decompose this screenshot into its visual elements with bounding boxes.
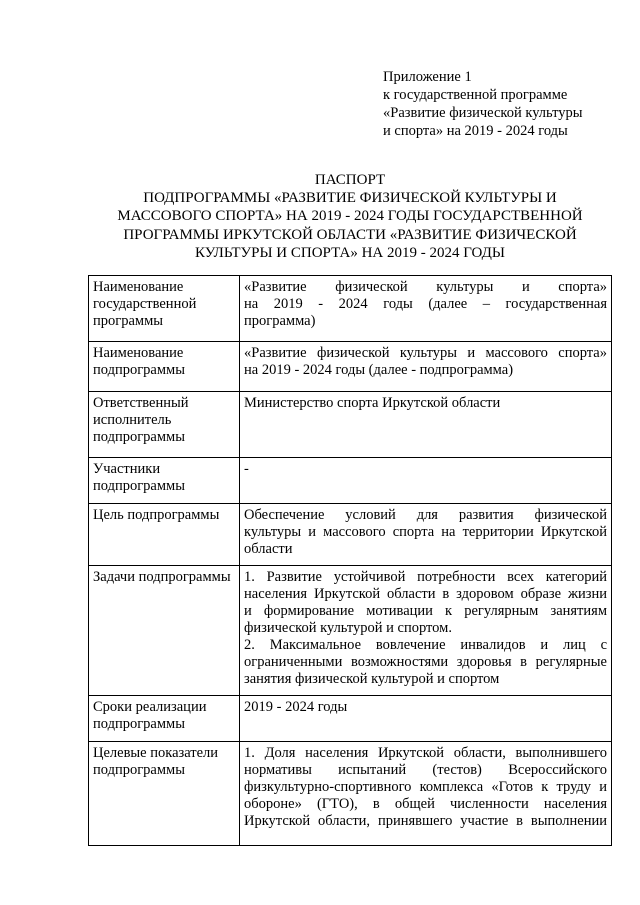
table-row	[89, 566, 612, 696]
label-line: Задачи подпрограммы	[93, 569, 231, 585]
table-row	[89, 696, 612, 742]
value-line: на 2019 - 2024 годы (далее - подпрограмма)	[244, 362, 514, 378]
label-line: Наименование	[93, 279, 184, 295]
value-line: «Развитие физической культуры и спорта»	[244, 279, 607, 295]
label-line: программы	[93, 313, 163, 329]
value-line: нормативы испытаний (тестов) Всероссийского	[244, 762, 607, 778]
table-row	[89, 504, 612, 566]
title-line: КУЛЬТУРЫ И СПОРТА» НА 2019 - 2024 ГОДЫ	[195, 244, 505, 261]
value-line: физической культурой и спортом.	[244, 620, 452, 636]
value-line: «Развитие физической культуры и массового спорта»	[244, 345, 607, 361]
label-line: государственной	[93, 296, 197, 312]
row-label-cell	[89, 742, 240, 846]
row-label-cell	[89, 458, 240, 504]
row-label-cell	[89, 566, 240, 696]
label-line: подпрограммы	[93, 478, 185, 494]
value-line: программа)	[244, 313, 316, 329]
label-line: Сроки реализации	[93, 699, 207, 715]
label-line: Цель подпрограммы	[93, 507, 220, 523]
table-row	[89, 342, 612, 392]
appendix-header	[383, 68, 623, 140]
value-line: занятия физической культурой и спортом	[244, 671, 500, 687]
value-line: ограниченными возможностями здоровья в регулярные	[244, 654, 607, 670]
label-line: подпрограммы	[93, 762, 185, 778]
appendix-line: и спорта» на 2019 - 2024 годы	[383, 123, 568, 139]
table-row	[89, 458, 612, 504]
value-line: 1. Развитие устойчивой потребности всех категорий	[244, 569, 607, 585]
row-value-cell	[240, 504, 612, 566]
label-line: Ответственный	[93, 395, 189, 411]
row-value-cell	[240, 342, 612, 392]
row-value-cell	[240, 458, 612, 504]
table-row	[89, 392, 612, 458]
row-value-cell	[240, 742, 612, 846]
label-line: Наименование	[93, 345, 184, 361]
value-line: 1. Доля населения Иркутской области, выполнившего	[244, 745, 607, 761]
passport-table	[88, 275, 612, 846]
row-label-cell	[89, 276, 240, 342]
value-line: Иркутской области, принявшего участие в выполнении	[244, 813, 607, 829]
value-line: и формирование мотивации к регулярным занятиям	[244, 603, 607, 619]
value-line: 2019 - 2024 годы	[244, 699, 348, 715]
appendix-line: к государственной программе	[383, 87, 568, 103]
value-line: обороне» (ГТО), в общей численности населения	[244, 796, 607, 812]
value-line: 2. Максимальное вовлечение инвалидов и лиц с	[244, 637, 607, 653]
value-line: культуры и массового спорта на территории Иркутской	[244, 524, 607, 540]
row-label-cell	[89, 504, 240, 566]
appendix-line: «Развитие физической культуры	[383, 105, 583, 121]
label-line: подпрограммы	[93, 429, 185, 445]
row-value-cell	[240, 566, 612, 696]
title-line: ПАСПОРТ	[314, 172, 386, 188]
passport-table-body	[89, 276, 612, 846]
row-label-cell	[89, 392, 240, 458]
table-row	[89, 276, 612, 342]
value-line: населения Иркутской области в здоровом образе жизни	[244, 586, 607, 602]
value-line: физкультурно-спортивного комплекса «Готов к труду и	[244, 779, 607, 795]
title-line: ПОДПРОГРАММЫ «РАЗВИТИЕ ФИЗИЧЕСКОЙ КУЛЬТУРЫ И	[143, 190, 557, 207]
title-line: ПРОГРАММЫ ИРКУТСКОЙ ОБЛАСТИ «РАЗВИТИЕ ФИЗИЧЕСКОЙ	[123, 226, 577, 243]
value-line: Обеспечение условий для развития физической	[244, 507, 607, 523]
label-line: Целевые показатели	[93, 745, 219, 761]
title-line: МАССОВОГО СПОРТА» НА 2019 - 2024 ГОДЫ ГОСУДАРСТВЕННОЙ	[117, 208, 583, 225]
value-line: на 2019 - 2024 годы (далее – государственная	[244, 296, 607, 312]
value-line: -	[244, 461, 249, 477]
label-line: подпрограммы	[93, 716, 185, 732]
row-value-cell	[240, 392, 612, 458]
row-value-cell	[240, 276, 612, 342]
document-title	[90, 171, 610, 262]
value-line: Министерство спорта Иркутской области	[244, 395, 501, 411]
row-value-cell	[240, 696, 612, 742]
label-line: Участники	[93, 461, 161, 477]
row-label-cell	[89, 342, 240, 392]
appendix-line: Приложение 1	[383, 69, 472, 85]
label-line: подпрограммы	[93, 362, 185, 378]
table-row	[89, 742, 612, 846]
value-line: области	[244, 541, 293, 557]
row-label-cell	[89, 696, 240, 742]
label-line: исполнитель	[93, 412, 172, 428]
